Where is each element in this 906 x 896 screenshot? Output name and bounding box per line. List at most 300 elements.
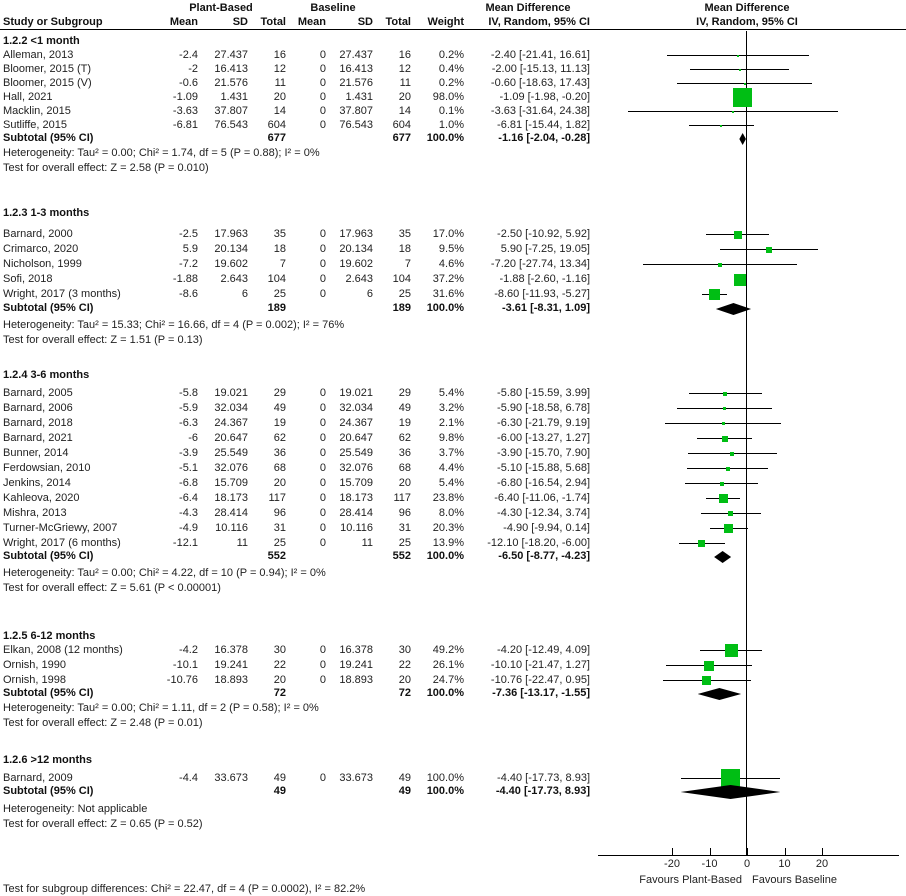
total-baseline-value: 30	[398, 644, 411, 656]
total-baseline-value: 104	[392, 273, 411, 285]
column-header-mean-baseline: Mean	[297, 16, 326, 28]
sd-baseline-value: 2.643	[345, 273, 373, 285]
effect-square	[737, 55, 739, 57]
mean-baseline-value: 0	[319, 659, 326, 671]
ci-text: -8.60 [-11.93, -5.27]	[494, 288, 590, 300]
subtotal-weight: 100.0%	[426, 785, 464, 797]
subtotal-diamond	[739, 133, 746, 145]
total-plantbased-value: 16	[273, 49, 286, 61]
total-baseline-value: 36	[398, 447, 411, 459]
weight-value: 26.1%	[432, 659, 464, 671]
study-label: Hall, 2021	[3, 91, 53, 103]
ci-text: -6.81 [-15.44, 1.82]	[497, 119, 590, 131]
ci-text: -2.40 [-21.41, 16.61]	[490, 49, 590, 61]
total-baseline-value: 16	[398, 49, 411, 61]
subtotal-total-baseline: 189	[392, 302, 411, 314]
total-plantbased-value: 20	[273, 91, 286, 103]
total-baseline-value: 14	[398, 105, 411, 117]
total-plantbased-value: 14	[273, 105, 286, 117]
mean-plantbased-value: -5.8	[179, 387, 198, 399]
mean-baseline-value: 0	[319, 288, 326, 300]
mean-baseline-value: 0	[319, 77, 326, 89]
study-label: Nicholson, 1999	[3, 258, 82, 270]
x-axis-tick	[785, 848, 786, 855]
effect-square	[726, 467, 730, 471]
effect-square	[720, 125, 722, 127]
ci-text: -0.60 [-18.63, 17.43]	[490, 77, 590, 89]
x-axis-tick	[710, 848, 711, 855]
total-plantbased-value: 20	[273, 477, 286, 489]
mean-plantbased-value: -6.8	[179, 477, 198, 489]
effect-square	[733, 88, 752, 107]
sd-plantbased-value: 32.076	[214, 462, 248, 474]
total-baseline-value: 11	[399, 77, 411, 89]
sd-plantbased-value: 2.643	[220, 273, 248, 285]
study-label: Mishra, 2013	[3, 507, 67, 519]
subgroup-differences-text: Test for subgroup differences: Chi² = 22.47, df = 4 (P = 0.0002), I² = 82.2%	[3, 883, 366, 895]
effect-header-plot-col: Mean Difference	[704, 2, 790, 14]
section-title: 1.2.3 1-3 months	[3, 207, 90, 219]
mean-plantbased-value: -1.88	[172, 273, 198, 285]
mean-baseline-value: 0	[319, 644, 326, 656]
group-header-baseline: Baseline	[310, 2, 356, 14]
weight-value: 8.0%	[438, 507, 464, 519]
total-baseline-value: 25	[398, 537, 411, 549]
weight-value: 31.6%	[432, 288, 464, 300]
effect-square	[722, 422, 725, 425]
weight-value: 0.2%	[438, 49, 464, 61]
heterogeneity-text: Heterogeneity: Tau² = 15.33; Chi² = 16.66, df = 4 (P = 0.002); I² = 76%	[3, 319, 345, 331]
total-plantbased-value: 30	[273, 644, 286, 656]
sd-baseline-value: 33.673	[339, 772, 373, 784]
sd-baseline-value: 1.431	[345, 91, 373, 103]
weight-value: 2.1%	[438, 417, 464, 429]
ci-text: -5.10 [-15.88, 5.68]	[497, 462, 590, 474]
column-header-sd-plantbased: SD	[232, 16, 248, 28]
weight-value: 4.6%	[438, 258, 464, 270]
effect-square	[734, 274, 746, 286]
weight-value: 9.5%	[438, 243, 464, 255]
weight-value: 1.0%	[438, 119, 464, 131]
mean-baseline-value: 0	[319, 387, 326, 399]
mean-plantbased-value: -8.6	[179, 288, 198, 300]
mean-baseline-value: 0	[319, 507, 326, 519]
ci-text: -4.40 [-17.73, 8.93]	[497, 772, 590, 784]
subtotal-total-baseline: 49	[398, 785, 411, 797]
sd-plantbased-value: 6	[241, 288, 248, 300]
sd-baseline-value: 17.963	[339, 228, 373, 240]
sd-plantbased-value: 76.543	[214, 119, 248, 131]
sd-baseline-value: 25.549	[339, 447, 373, 459]
study-label: Sutliffe, 2015	[3, 119, 68, 131]
mean-baseline-value: 0	[319, 273, 326, 285]
sd-plantbased-value: 17.963	[214, 228, 248, 240]
subtotal-label: Subtotal (95% CI)	[3, 785, 94, 797]
mean-baseline-value: 0	[319, 432, 326, 444]
mean-plantbased-value: -6.81	[172, 119, 198, 131]
total-baseline-value: 20	[398, 91, 411, 103]
mean-plantbased-value: -4.2	[179, 644, 198, 656]
subtotal-label: Subtotal (95% CI)	[3, 550, 94, 562]
effect-square	[722, 436, 728, 442]
mean-plantbased-value: -6.3	[179, 417, 198, 429]
column-header-study: Study or Subgroup	[3, 16, 103, 28]
subtotal-total-baseline: 72	[398, 687, 411, 699]
overall-effect-text: Test for overall effect: Z = 1.51 (P = 0.13)	[3, 334, 203, 346]
sd-plantbased-value: 16.413	[214, 63, 248, 75]
sd-baseline-value: 15.709	[339, 477, 373, 489]
total-plantbased-value: 49	[273, 772, 286, 784]
effect-square	[730, 452, 734, 456]
mean-plantbased-value: -10.76	[166, 674, 198, 686]
x-axis-tick-label: -20	[664, 858, 680, 870]
mean-plantbased-value: -4.3	[179, 507, 198, 519]
weight-value: 49.2%	[432, 644, 464, 656]
mean-baseline-value: 0	[319, 462, 326, 474]
sd-baseline-value: 6	[366, 288, 373, 300]
subtotal-diamond	[681, 785, 781, 799]
total-plantbased-value: 36	[273, 447, 286, 459]
section-title: 1.2.4 3-6 months	[3, 369, 90, 381]
subtotal-label: Subtotal (95% CI)	[3, 302, 94, 314]
subtotal-weight: 100.0%	[426, 302, 464, 314]
total-plantbased-value: 20	[273, 674, 286, 686]
sd-plantbased-value: 16.378	[214, 644, 248, 656]
sd-baseline-value: 18.173	[339, 492, 373, 504]
subtotal-ci-text: -6.50 [-8.77, -4.23]	[498, 550, 590, 562]
mean-baseline-value: 0	[319, 105, 326, 117]
ci-text: -5.80 [-15.59, 3.99]	[497, 387, 590, 399]
sd-baseline-value: 32.034	[339, 402, 373, 414]
study-label: Elkan, 2008 (12 months)	[3, 644, 123, 656]
sd-plantbased-value: 15.709	[214, 477, 248, 489]
heterogeneity-text: Heterogeneity: Not applicable	[3, 803, 148, 815]
total-baseline-value: 29	[398, 387, 411, 399]
subtotal-total-baseline: 677	[392, 132, 411, 144]
subtotal-ci-text: -1.16 [-2.04, -0.28]	[498, 132, 590, 144]
mean-plantbased-value: -7.2	[179, 258, 198, 270]
effect-square	[698, 540, 705, 547]
subtotal-label: Subtotal (95% CI)	[3, 132, 94, 144]
ci-text: -6.40 [-11.06, -1.74]	[494, 492, 590, 504]
mean-plantbased-value: -3.9	[179, 447, 198, 459]
header-divider-line	[0, 29, 906, 30]
ci-text: -7.20 [-27.74, 13.34]	[490, 258, 590, 270]
subtotal-total-baseline: 552	[392, 550, 411, 562]
mean-baseline-value: 0	[319, 402, 326, 414]
total-baseline-value: 7	[404, 258, 411, 270]
sd-plantbased-value: 33.673	[214, 772, 248, 784]
weight-value: 3.7%	[438, 447, 464, 459]
weight-value: 9.8%	[438, 432, 464, 444]
heterogeneity-text: Heterogeneity: Tau² = 0.00; Chi² = 1.74, df = 5 (P = 0.88); I² = 0%	[3, 147, 320, 159]
mean-baseline-value: 0	[319, 417, 326, 429]
subtotal-total-plantbased: 49	[273, 785, 286, 797]
section-title: 1.2.2 <1 month	[3, 35, 80, 47]
favours-left-label: Favours Plant-Based	[639, 874, 742, 886]
study-label: Turner-McGriewy, 2007	[3, 522, 118, 534]
total-plantbased-value: 35	[273, 228, 286, 240]
x-axis-tick	[822, 848, 823, 855]
total-plantbased-value: 25	[273, 537, 286, 549]
effect-square	[709, 289, 720, 300]
mean-baseline-value: 0	[319, 91, 326, 103]
effect-square	[719, 494, 728, 503]
effect-square	[723, 392, 727, 396]
effect-square	[739, 69, 741, 71]
ci-text: -1.88 [-2.60, -1.16]	[499, 273, 590, 285]
total-plantbased-value: 12	[273, 63, 286, 75]
effect-square	[728, 511, 733, 516]
sd-plantbased-value: 1.431	[220, 91, 248, 103]
sd-plantbased-value: 21.576	[214, 77, 248, 89]
mean-plantbased-value: 5.9	[182, 243, 198, 255]
study-label: Bunner, 2014	[3, 447, 69, 459]
mean-plantbased-value: -3.63	[172, 105, 198, 117]
mean-plantbased-value: -6.4	[179, 492, 198, 504]
study-label: Ornish, 1998	[3, 674, 66, 686]
study-label: Wright, 2017 (6 months)	[3, 537, 121, 549]
sd-plantbased-value: 11	[236, 537, 248, 549]
mean-baseline-value: 0	[319, 258, 326, 270]
x-axis-tick-label: 20	[815, 858, 829, 870]
sd-baseline-value: 11	[361, 537, 373, 549]
study-label: Crimarco, 2020	[3, 243, 79, 255]
effect-square	[704, 661, 714, 671]
weight-value: 0.1%	[438, 105, 464, 117]
sd-baseline-value: 28.414	[339, 507, 373, 519]
total-plantbased-value: 117	[268, 492, 286, 504]
sd-plantbased-value: 32.034	[214, 402, 248, 414]
ci-text: -3.63 [-31.64, 24.38]	[490, 105, 590, 117]
sd-baseline-value: 19.602	[339, 258, 373, 270]
sd-baseline-value: 18.893	[339, 674, 373, 686]
ci-text: -5.90 [-18.58, 6.78]	[497, 402, 590, 414]
ci-text: -12.10 [-18.20, -6.00]	[487, 537, 590, 549]
weight-value: 13.9%	[432, 537, 464, 549]
mean-baseline-value: 0	[319, 492, 326, 504]
sd-plantbased-value: 10.116	[215, 522, 248, 534]
total-plantbased-value: 18	[273, 243, 286, 255]
total-baseline-value: 35	[398, 228, 411, 240]
study-label: Kahleova, 2020	[3, 492, 80, 504]
column-header-weight: Weight	[427, 16, 464, 28]
subtotal-weight: 100.0%	[426, 687, 464, 699]
sd-plantbased-value: 37.807	[214, 105, 248, 117]
sd-baseline-value: 20.647	[339, 432, 373, 444]
heterogeneity-text: Heterogeneity: Tau² = 0.00; Chi² = 4.22, df = 10 (P = 0.94); I² = 0%	[3, 567, 326, 579]
total-plantbased-value: 104	[267, 273, 286, 285]
ci-text: -4.30 [-12.34, 3.74]	[497, 507, 590, 519]
effect-square	[766, 247, 772, 253]
mean-baseline-value: 0	[319, 674, 326, 686]
study-label: Jenkins, 2014	[3, 477, 71, 489]
sd-plantbased-value: 18.173	[214, 492, 248, 504]
subtotal-ci-text: -4.40 [-17.73, 8.93]	[495, 785, 590, 797]
weight-value: 23.8%	[432, 492, 464, 504]
subtotal-weight: 100.0%	[426, 550, 464, 562]
weight-value: 5.4%	[438, 477, 464, 489]
subtotal-total-plantbased: 72	[273, 687, 286, 699]
total-plantbased-value: 7	[279, 258, 286, 270]
x-axis-tick-label: 0	[743, 858, 751, 870]
mean-plantbased-value: -1.09	[172, 91, 198, 103]
sd-baseline-value: 16.413	[339, 63, 373, 75]
mean-plantbased-value: -6	[188, 432, 198, 444]
sd-plantbased-value: 28.414	[214, 507, 248, 519]
weight-value: 5.4%	[438, 387, 464, 399]
x-axis-tick-label: -10	[701, 858, 718, 870]
total-plantbased-value: 31	[273, 522, 286, 534]
sd-baseline-value: 19.021	[339, 387, 373, 399]
zero-effect-line	[746, 31, 747, 855]
subtotal-weight: 100.0%	[426, 132, 464, 144]
ci-text: 5.90 [-7.25, 19.05]	[500, 243, 590, 255]
total-baseline-value: 12	[398, 63, 411, 75]
mean-baseline-value: 0	[319, 522, 326, 534]
effect-square	[734, 231, 742, 239]
effect-square	[725, 644, 738, 657]
ci-text: -6.30 [-21.79, 9.19]	[497, 417, 590, 429]
ci-text: -6.80 [-16.54, 2.94]	[497, 477, 590, 489]
sd-plantbased-value: 25.549	[214, 447, 248, 459]
mean-plantbased-value: -5.1	[179, 462, 198, 474]
sd-baseline-value: 32.076	[339, 462, 373, 474]
overall-effect-text: Test for overall effect: Z = 2.48 (P = 0.01)	[3, 717, 203, 729]
sd-baseline-value: 21.576	[339, 77, 373, 89]
sd-baseline-value: 19.241	[339, 659, 373, 671]
study-label: Barnard, 2021	[3, 432, 73, 444]
weight-value: 3.2%	[438, 402, 464, 414]
total-plantbased-value: 19	[273, 417, 286, 429]
study-label: Barnard, 2006	[3, 402, 73, 414]
ci-text: -4.20 [-12.49, 4.09]	[497, 644, 590, 656]
total-baseline-value: 62	[398, 432, 411, 444]
total-plantbased-value: 25	[273, 288, 286, 300]
sd-baseline-value: 76.543	[339, 119, 373, 131]
mean-baseline-value: 0	[319, 537, 326, 549]
study-label: Barnard, 2018	[3, 417, 73, 429]
ci-text: -10.10 [-21.47, 1.27]	[490, 659, 590, 671]
mean-plantbased-value: -12.1	[172, 537, 198, 549]
subtotal-total-plantbased: 189	[267, 302, 286, 314]
subtotal-total-plantbased: 552	[267, 550, 286, 562]
total-baseline-value: 20	[398, 674, 411, 686]
column-header-mean-plantbased: Mean	[169, 16, 198, 28]
effect-header-text-col: Mean Difference	[485, 2, 571, 14]
weight-value: 4.4%	[438, 462, 464, 474]
weight-value: 20.3%	[432, 522, 464, 534]
total-baseline-value: 25	[398, 288, 411, 300]
study-label: Macklin, 2015	[3, 105, 71, 117]
weight-value: 100.0%	[426, 772, 464, 784]
effect-square	[732, 111, 734, 113]
favours-right-label: Favours Baseline	[752, 874, 837, 886]
mean-baseline-value: 0	[319, 447, 326, 459]
mean-plantbased-value: -4.4	[179, 772, 198, 784]
sd-plantbased-value: 20.134	[214, 243, 248, 255]
subtotal-ci-text: -7.36 [-13.17, -1.55]	[492, 687, 590, 699]
mean-plantbased-value: -4.9	[179, 522, 198, 534]
total-plantbased-value: 604	[267, 119, 286, 131]
weight-value: 37.2%	[432, 273, 464, 285]
mean-baseline-value: 0	[319, 49, 326, 61]
mean-baseline-value: 0	[319, 228, 326, 240]
x-axis-line	[598, 855, 899, 856]
study-label: Bloomer, 2015 (T)	[3, 63, 92, 75]
sd-baseline-value: 37.807	[339, 105, 373, 117]
sd-plantbased-value: 20.647	[214, 432, 248, 444]
sd-baseline-value: 20.134	[339, 243, 373, 255]
study-label: Barnard, 2005	[3, 387, 73, 399]
x-axis-tick	[672, 848, 673, 855]
effect-square	[723, 407, 726, 410]
effect-square	[744, 83, 746, 85]
ci-text: -3.90 [-15.70, 7.90]	[497, 447, 590, 459]
section-title: 1.2.5 6-12 months	[3, 630, 96, 642]
mean-plantbased-value: -10.1	[172, 659, 198, 671]
study-label: Barnard, 2009	[3, 772, 73, 784]
mean-baseline-value: 0	[319, 477, 326, 489]
effect-square	[724, 524, 733, 533]
mean-plantbased-value: -5.9	[179, 402, 198, 414]
effect-square	[702, 676, 711, 685]
study-label: Bloomer, 2015 (V)	[3, 77, 92, 89]
overall-effect-text: Test for overall effect: Z = 0.65 (P = 0.52)	[3, 818, 203, 830]
total-plantbased-value: 62	[273, 432, 286, 444]
subtotal-diamond	[714, 551, 731, 563]
x-axis-tick-label: 10	[778, 858, 791, 870]
weight-value: 24.7%	[432, 674, 464, 686]
total-plantbased-value: 22	[273, 659, 286, 671]
total-baseline-value: 19	[398, 417, 411, 429]
ci-text: -4.90 [-9.94, 0.14]	[503, 522, 590, 534]
total-baseline-value: 49	[398, 402, 411, 414]
column-header-total-baseline: Total	[385, 16, 411, 28]
total-baseline-value: 604	[392, 119, 411, 131]
subtotal-label: Subtotal (95% CI)	[3, 687, 94, 699]
sd-plantbased-value: 18.893	[214, 674, 248, 686]
sd-baseline-value: 10.116	[340, 522, 373, 534]
subtotal-total-plantbased: 677	[267, 132, 286, 144]
ci-text: -2.00 [-15.13, 11.13]	[491, 63, 590, 75]
mean-baseline-value: 0	[319, 243, 326, 255]
sd-plantbased-value: 19.241	[214, 659, 248, 671]
total-plantbased-value: 29	[273, 387, 286, 399]
total-baseline-value: 68	[398, 462, 411, 474]
weight-value: 17.0%	[432, 228, 464, 240]
weight-value: 0.2%	[438, 77, 464, 89]
heterogeneity-text: Heterogeneity: Tau² = 0.00; Chi² = 1.11, df = 2 (P = 0.58); I² = 0%	[3, 702, 319, 714]
mean-baseline-value: 0	[319, 119, 326, 131]
study-label: Sofi, 2018	[3, 273, 53, 285]
sd-plantbased-value: 19.021	[214, 387, 248, 399]
sd-plantbased-value: 27.437	[214, 49, 248, 61]
mean-plantbased-value: -2.4	[179, 49, 198, 61]
total-baseline-value: 22	[398, 659, 411, 671]
weight-value: 98.0%	[432, 91, 464, 103]
sd-baseline-value: 27.437	[339, 49, 373, 61]
effect-square	[720, 482, 724, 486]
section-title: 1.2.6 >12 months	[3, 754, 92, 766]
method-header-text-col: IV, Random, 95% CI	[488, 16, 590, 28]
total-baseline-value: 18	[398, 243, 411, 255]
overall-effect-text: Test for overall effect: Z = 5.61 (P < 0.00001)	[3, 582, 221, 594]
total-plantbased-value: 11	[274, 77, 286, 89]
overall-effect-text: Test for overall effect: Z = 2.58 (P = 0.010)	[3, 162, 209, 174]
ci-text: -6.00 [-13.27, 1.27]	[497, 432, 590, 444]
ci-text: -2.50 [-10.92, 5.92]	[497, 228, 590, 240]
